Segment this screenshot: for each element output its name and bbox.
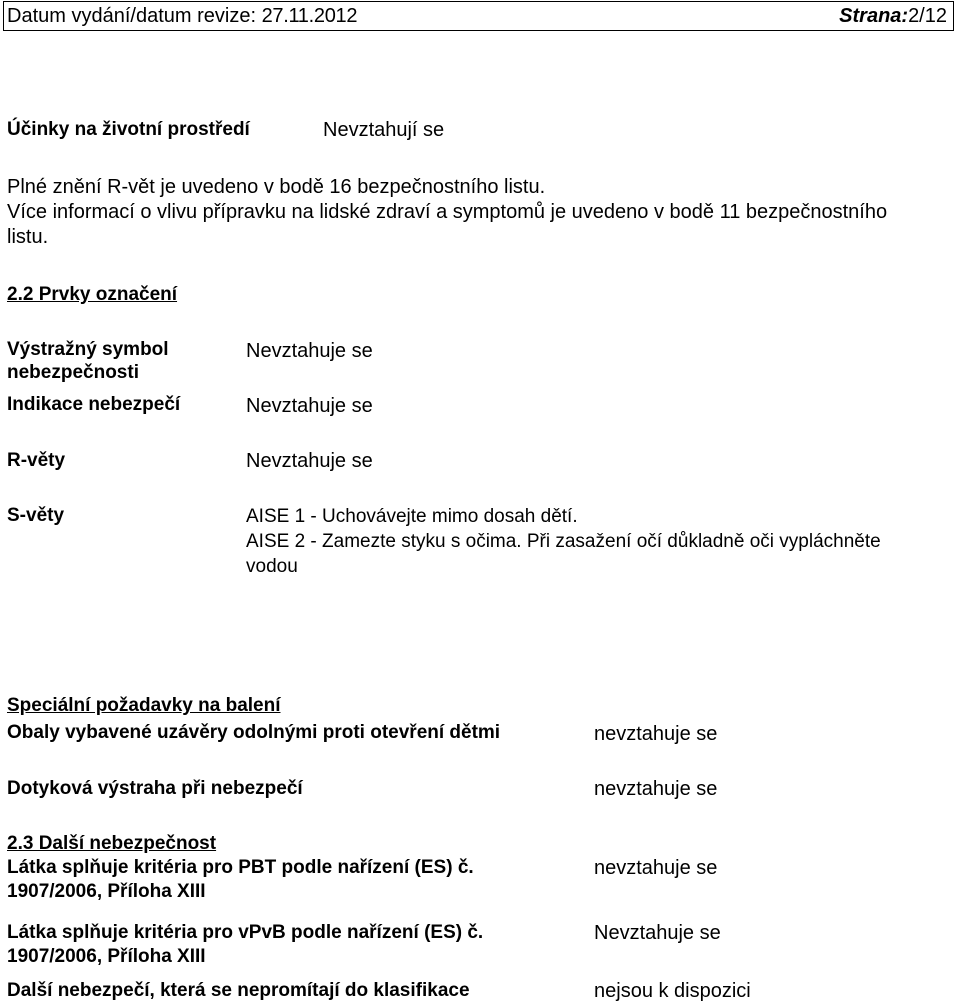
hazard-indication-label: Indikace nebezpečí [7, 394, 181, 415]
tactile-warning-value: nevztahuje se [594, 778, 718, 800]
revision-date-value: 27.11.2012 [261, 5, 358, 27]
hazard-symbol-label-1: Výstražný symbol [7, 339, 169, 360]
tactile-warning-label: Dotyková výstraha při nebezpečí [7, 778, 303, 799]
other-hazards-label: Další nebezpečí, která se nepromítají do klasifikace [7, 980, 470, 1001]
child-resistant-label: Obaly vybavené uzávěry odolnými proti otevření dětmi [7, 722, 501, 743]
vpvb-value: Nevztahuje se [594, 922, 721, 944]
revision-date-label: Datum vydání/datum revize: [7, 5, 256, 27]
s-phrases-value-2: AISE 2 - Zamezte styku s očima. Při zasažení očí důkladně oči vypláchněte [246, 531, 881, 552]
note-line-2: Více informací o vlivu přípravku na lidské zdraví a symptomů je uvedeno v bodě 11 bezpečnostního [7, 201, 888, 223]
page-number [839, 4, 947, 28]
note-line-3: listu. [7, 226, 49, 248]
s-phrases-value-1: AISE 1 - Uchovávejte mimo dosah dětí. [246, 506, 578, 527]
hazard-symbol-value: Nevztahuje se [246, 340, 373, 362]
other-hazards-value: nejsou k dispozici [594, 980, 751, 1002]
section-2-2-title: 2.2 Prvky označení [7, 284, 178, 305]
pbt-value: nevztahuje se [594, 857, 718, 879]
page-value: 2/12 [908, 5, 947, 27]
child-resistant-value: nevztahuje se [594, 723, 718, 745]
s-phrases-label: S-věty [7, 505, 65, 526]
env-effects-value: Nevztahují se [323, 119, 445, 141]
r-phrases-value: Nevztahuje se [246, 450, 373, 472]
packaging-title: Speciální požadavky na balení [7, 695, 281, 716]
vpvb-label-1: Látka splňuje kritéria pro vPvB podle nařízení (ES) č. [7, 922, 484, 943]
r-phrases-label: R-věty [7, 450, 66, 471]
pbt-label-1: Látka splňuje kritéria pro PBT podle nařízení (ES) č. [7, 857, 474, 878]
s-phrases-value-3: vodou [246, 556, 298, 577]
env-effects-label: Účinky na životní prostředí [7, 119, 250, 140]
section-2-3-title: 2.3 Další nebezpečnost [7, 833, 217, 854]
revision-date [7, 4, 357, 28]
hazard-symbol-label-2: nebezpečnosti [7, 362, 139, 383]
hazard-indication-value: Nevztahuje se [246, 395, 373, 417]
vpvb-label-2: 1907/2006, Příloha XIII [7, 946, 206, 967]
pbt-label-2: 1907/2006, Příloha XIII [7, 881, 206, 902]
page-label: Strana: [839, 5, 909, 27]
page-header [3, 1, 954, 31]
note-line-1: Plné znění R-vět je uvedeno v bodě 16 bezpečnostního listu. [7, 176, 546, 198]
